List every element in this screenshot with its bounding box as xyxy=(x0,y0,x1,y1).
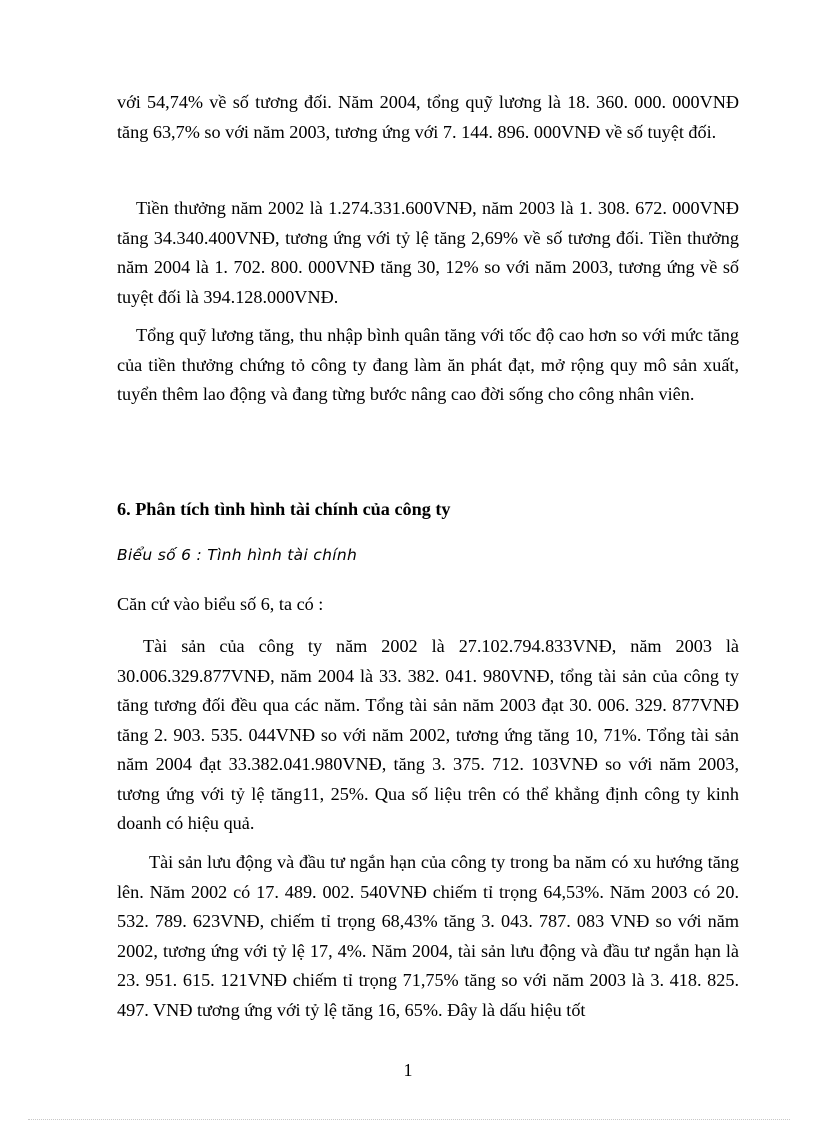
paragraph-conclusion: Tổng quỹ lương tăng, thu nhập bình quân tăng với tốc độ cao hơn so với mức tăng của tiền thưởng chứng tỏ công ty đang làm ăn phát đạt, mở rộng quy mô sản xuất, tuyển thêm lao động và đang từng bước nâng cao đời sống cho công nhân viên. xyxy=(117,325,739,404)
section-heading: 6. Phân tích tình hình tài chính của công ty xyxy=(117,499,451,519)
paragraph-salary-fund: với 54,74% về số tương đối. Năm 2004, tổng quỹ lương là 18. 360. 000. 000VNĐ tăng 63,7% so với năm 2003, tương ứng với 7. 144. 896. 000VNĐ về số tuyệt đối. xyxy=(117,92,739,142)
page-bottom-divider xyxy=(28,1119,790,1120)
table-caption: Biểu số 6 : Tình hình tài chính xyxy=(117,546,358,564)
paragraph-bonus: Tiền thưởng năm 2002 là 1.274.331.600VNĐ, năm 2003 là 1. 308. 672. 000VNĐ tăng 34.340.400VNĐ, tương ứng với tỷ lệ tăng 2,69% về số tương đối. Tiền thưởng năm 2004 là 1. 702. 800. 000VNĐ tăng 30, 12% so với năm 2003, tương ứng về số tuyệt đối là 394.128.000VNĐ. xyxy=(117,198,739,307)
page-number: 1 xyxy=(403,1060,413,1080)
paragraph-total-assets: Tài sản của công ty năm 2002 là 27.102.794.833VNĐ, năm 2003 là 30.006.329.877VNĐ, năm 2004 là 33. 382. 041. 980VNĐ, tổng tài sản của công ty tăng tương đối đều qua các năm. Tổng tài sản năm 2003 đạt 30. 006. 329. 877VNĐ tăng 2. 903. 535. 044VNĐ so với năm 2002, tương ứng tăng 10, 71%. Tổng tài sản năm 2004 đạt 33.382.041.980VNĐ, tăng 3. 375. 712. 103VNĐ so với năm 2003, tương ứng với tỷ lệ tăng11, 25%. Qua số liệu trên có thể khẳng định công ty kinh doanh có hiệu quả. xyxy=(117,636,739,833)
intro-line: Căn cứ vào biểu số 6, ta có : xyxy=(117,594,324,614)
paragraph-current-assets: Tài sản lưu động và đầu tư ngắn hạn của công ty trong ba năm có xu hướng tăng lên. Năm 2002 có 17. 489. 002. 540VNĐ chiếm tỉ trọng 64,53%. Năm 2003 có 20. 532. 789. 623VNĐ, chiếm tỉ trọng 68,43% tăng 3. 043. 787. 083 VNĐ so với năm 2002, tương ứng với tỷ lệ 17, 4%. Năm 2004, tài sản lưu động và đầu tư ngắn hạn là 23. 951. 615. 121VNĐ chiếm tỉ trọng 71,75% tăng so với năm 2003 là 3. 418. 825. 497. VNĐ tương ứng với tỷ lệ tăng 16, 65%. Đây là dấu hiệu tốt xyxy=(117,852,739,1020)
